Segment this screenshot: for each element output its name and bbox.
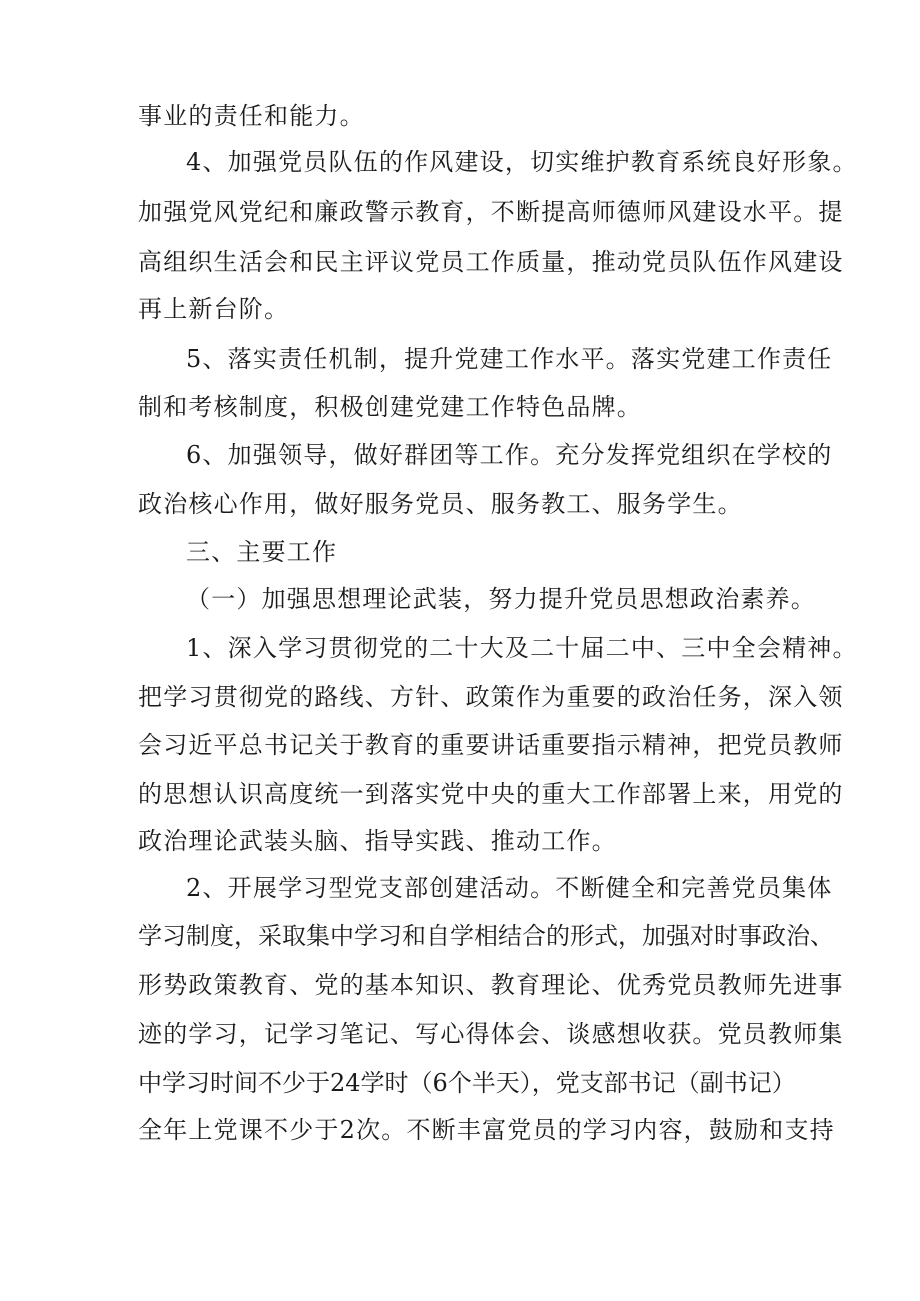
paragraph-line: 2、开展学习型党支部创建活动。不断健全和完善党员集体 xyxy=(186,874,833,902)
paragraph-line: 5、落实责任机制，提升党建工作水平。落实党建工作责任 xyxy=(186,345,833,373)
paragraph-line: 6、加强领导，做好群团等工作。充分发挥党组织在学校的 xyxy=(186,441,833,469)
paragraph-line: 迹的学习，记学习笔记、写心得体会、谈感想收获。党员教师集 xyxy=(138,1020,844,1048)
paragraph-line: 中学习时间不少于24学时（6个半天），党支部书记（副书记） xyxy=(138,1069,796,1097)
paragraph-line: 全年上党课不少于2次。不断丰富党员的学习内容，鼓励和支持 xyxy=(138,1116,835,1144)
paragraph-line: 4、加强党员队伍的作风建设，切实维护教育系统良好形象。 xyxy=(186,148,858,176)
paragraph-line: 政治核心作用，做好服务党员、服务教工、服务学生。 xyxy=(138,490,743,518)
section-heading: 三、主要工作 xyxy=(186,538,338,566)
paragraph-line: 形势政策教育、党的基本知识、教育理论、优秀党员教师先进事 xyxy=(138,971,844,999)
paragraph-line: 会习近平总书记关于教育的重要讲话重要指示精神，把党员教师 xyxy=(138,731,844,759)
paragraph-line: 制和考核制度，积极创建党建工作特色品牌。 xyxy=(138,393,642,421)
paragraph-line: 政治理论武装头脑、指导实践、推动工作。 xyxy=(138,827,617,855)
paragraph-line: 1、深入学习贯彻党的二十大及二十届二中、三中全会精神。 xyxy=(186,634,858,662)
paragraph-line: 再上新台阶。 xyxy=(138,295,290,323)
paragraph-line: 学习制度，采取集中学习和自学相结合的形式，加强对时事政治、 xyxy=(138,922,834,950)
subsection-heading: （一）加强思想理论武装，努力提升党员思想政治素养。 xyxy=(186,585,816,613)
paragraph-line: 把学习贯彻党的路线、方针、政策作为重要的政治任务，深入领 xyxy=(138,683,844,711)
paragraph-line: 高组织生活会和民主评议党员工作质量，推动党员队伍作风建设 xyxy=(138,248,844,276)
paragraph-line: 事业的责任和能力。 xyxy=(138,102,365,130)
paragraph-line: 的思想认识高度统一到落实党中央的重大工作部署上来，用党的 xyxy=(138,780,844,808)
paragraph-line: 加强党风党纪和廉政警示教育，不断提高师德师风建设水平。提 xyxy=(138,198,844,226)
